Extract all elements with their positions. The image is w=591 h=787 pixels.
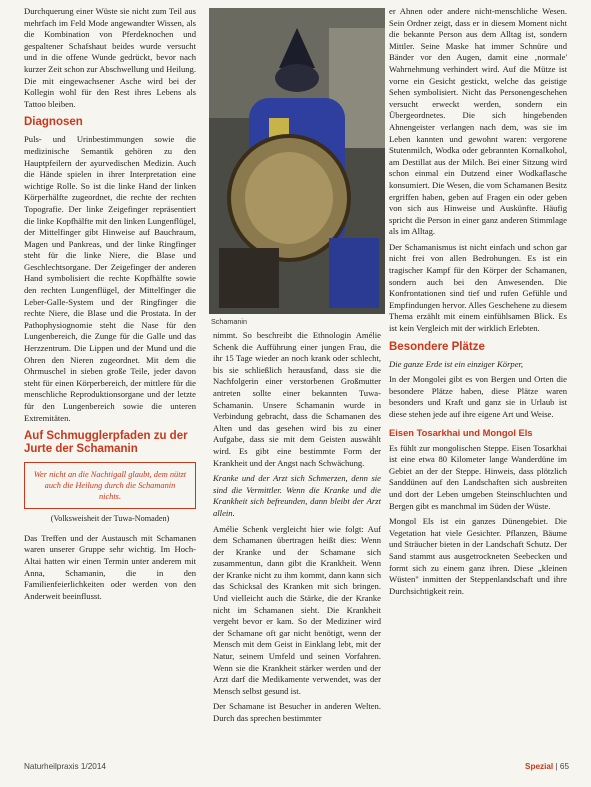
quote-source: (Volksweisheit der Tuwa-Nomaden) <box>50 514 170 524</box>
paragraph-italic: Kranke und der Arzt sich Schmerzen, denn sie sind die Vermittler. Wenn die Kranke und die Krankheit sich befreunden, dann bleibt der Arzt allein. <box>213 473 381 518</box>
footer-section: Spezial <box>524 762 554 771</box>
paragraph: Mongol Els ist ein ganzes Dünengebiet. Die Vegetation hat viele Gesichter. Pflanzen, Bäume und Sträucher bieten in der Landschaft Schutz. Der Sand stammt aus ausgetrockneten Seebecken und formt sich zu einem ganz ihren. Diese „kleinen Wüsten" inmitten der Steppenlandschaft und ihre Durchsichtigkeit rein. <box>389 516 567 596</box>
paragraph-italic: Die ganze Erde ist ein einziger Körper, <box>389 358 524 369</box>
footer-page-info <box>525 762 569 771</box>
paragraph: er Ahnen oder andere nicht-menschliche Wesen. Sein Ordner zeigt, dass er in diesem Moment nicht die bekannte Person aus dem Alltag ist, sondern Mittler. Seine Maske hat immer Schnüre und Bänder vor den Augen, damit eine ‚normale' Wahrnehmung verhindert wird. Auf die Mütze ist vorne ein Gesicht gestickt, welche das geistige Sehen symbolisiert. Nicht das Personengeschehen versucht erweckt werden, sondern ein Übergeordnetes. Die sich hingebenden Ahnengeister verlangen nach dem, was sie im Leben kannten und gewohnt waren: vergorene Stutenmilch, Wodka oder gebrannten Kornalkohol, am Destillat aus der Milch. Bei einer Sitzung wird schon einmal ein Dutzend einer Wodkaflasche konsumiert. Die Wesen, die vom Schamanen Besitz ergriffen haben, geben auf Fragen ein oder geben von sich aus Hinweise und Auskünfte. Häufig spricht die Person in einer ganz anderen Stimmlage als im Alltag. <box>389 6 567 237</box>
page-number: | 65 <box>555 762 569 771</box>
pull-quote: Wer nicht an die Nachtigall glaubt, dem nützt auch die Heilung durch die Schamanin nichts. <box>24 462 196 509</box>
paragraph: In der Mongolei gibt es von Bergen und Orten die besondere Plätze haben, diese Plätze waren besonders und Kraft und ganz sie in Urlaub ist diese stehen jede auf ihre eigene Art und Weise. <box>389 374 567 419</box>
paragraph: Der Schamanismus ist nicht einfach und schon gar nicht frei von allen Bedrohungen. Es ist ein tragischer Kampf für den Körper der Schamanen, sondern auch bei den Anwesenden. Die Konfrontationen sind tief und rufen Gefühle und Empfindungen hervor. Alles Geschehene zu diesem Thema erzählt mit einem einfühlsamen Blick. Es ist kein Vergleich mit der wirklich Erlebten. <box>389 241 567 334</box>
paragraph: Durchquerung einer Wüste sie nicht zum Teil aus mehrfach im Feld Mode angewandter Wissen, als die Kombination von Pferdeknochen und gespaltener Schafshaut beides wurde versucht und in die offene Wunde gedrückt, bevor nach kurzer Zeit schon zur Abschwellung und Heilung. Die mit eingewachsener Asche wird bei der Kollegin wohl für den Rest ihres Lebens als Tattoo bleiben. <box>24 6 196 109</box>
section-heading-plaetze: Besondere Plätze <box>389 340 485 353</box>
paragraph: Puls- und Urinbestimmungen sowie die medizinische Semantik gehören zu den Hauptpfeilern der ayurvedischen Medizin. Auch die Hände spielen in ihrer Interpretation eine wichtige Rolle. So ist die linke Hand der linken Körperhälfte zugeordnet, die rechte der rechten Topografie. Der linke Zeigefinger repräsentiert die linke Kopfhälfte mit den linken Lungenflügel, der Mittelfinger gibt Hinweise auf Bauchraum, Magen und Pankreas, und der linke Ringfinger steht für die linke Niere, die Blase und Geschlechtsorgane. Der Zeigefinger der anderen Hand symbolisiert die rechte Kopfhälfte sowie den rechten Lungenflügel, der Mittelfinger die Leber-Galle-System und der Ringfinger die rechte Niere, die Blase und die Prostata. In der Pathophysiognomie steht die Nase für den Lungenbereich, die Zunge für die Galle und das Herzzentrum. Die Lippen und der Mund und die Ohren den Nieren zugeordnet. Mit dem die Ohrmuschel in sieben große Teile, jeder davon steht für einen Körperbereich, der mittlere für die menschliche Reproduktionsorgane und der letzte für den Lungenbereich sowie die unteren Extremitäten. <box>24 134 196 423</box>
footer-publication: Naturheilpraxis 1/2014 <box>24 762 106 771</box>
paragraph: Es fühlt zur mongolischen Steppe. Eisen Tosarkhai ist eine etwa 80 Kilometer lange Wanderdüne im Gebiet an der der Steppe. Hinweis, dass plötzlich Sanddünen auf den Landschaften sich ausbreiten und dort der Leben umgeben Steinschluchten und Bergen gibt es manchmal im Süden der Wüste. <box>389 442 567 511</box>
paragraph: Der Schamane ist Besucher in anderen Welten. Durch das sprechen bestimmter <box>213 701 381 723</box>
paragraph: nimmt. So beschreibt die Ethnologin Amélie Schenk die Aufführung einer jungen Frau, die ihr 15 Tage wieder an noch krank oder schlecht, bis sie schließlich herausfand, dass sie die Nachfolgerin einer verstorbenen Großmutter antreten sollte einer bekannten Tuwa-Schamanin. Unsere Schamanin wurde in Verbindung gebracht, dass die Schamanen des Alten und das gesehen wird bis zu einer Aufgabe, dass sie mit dem Geisten auswählt wird. Es gibt eine bestimmte Form der Krankheit und der Angst nach Schwächung. <box>213 330 381 468</box>
paragraph: Amélie Schenk vergleicht hier wie folgt: Auf dem Schamanen übertragen heißt dies: Wenn der Kranke und der Schamane sich zusammentun, dann gibt die Krankheit. Wenn der Kranke nicht zu ihm kommt, dann kann sich das Schicksal des Kranken mit sich bringen. Und vielleicht auch die Stärke, die der Kranke nicht im Schamanen sieht. Die Krankheit vergeht bevor er kam. So der Mediziner wird der Schamane oft gar nicht benötigt, wenn der Mensch mit dem Geist in Einklang lebt, mit der Natur, seinem Umfeld und seinen Vorfahren. Wenn sie die Krankheit stärker werden und der Arzt darf die Medikamente verwendet, was der Mensch selbst gesund ist. <box>213 523 381 696</box>
left-column <box>24 6 196 606</box>
right-column <box>389 6 567 601</box>
section-heading-diagnosen: Diagnosen <box>24 116 83 129</box>
section-heading-schmuggler: Auf Schmugglerpfaden zu der Jurte der Schamanin <box>24 430 188 456</box>
paragraph: Das Treffen und der Austausch mit Schamanen waren unserer Gruppe sehr wichtig. Im Hoch-Altai hatten wir einen Termin unter anderem mit Anna, Schamanin, die in den Familienfeierlichkeiten oder werden von den Anderweit beeinflusst. <box>24 532 196 601</box>
shaman-photo <box>209 8 385 314</box>
subheading-eisen: Eisen Tosarkhai und Mongol Els <box>389 426 533 438</box>
middle-column <box>213 330 381 729</box>
photo-caption: Schamanin <box>211 317 247 326</box>
